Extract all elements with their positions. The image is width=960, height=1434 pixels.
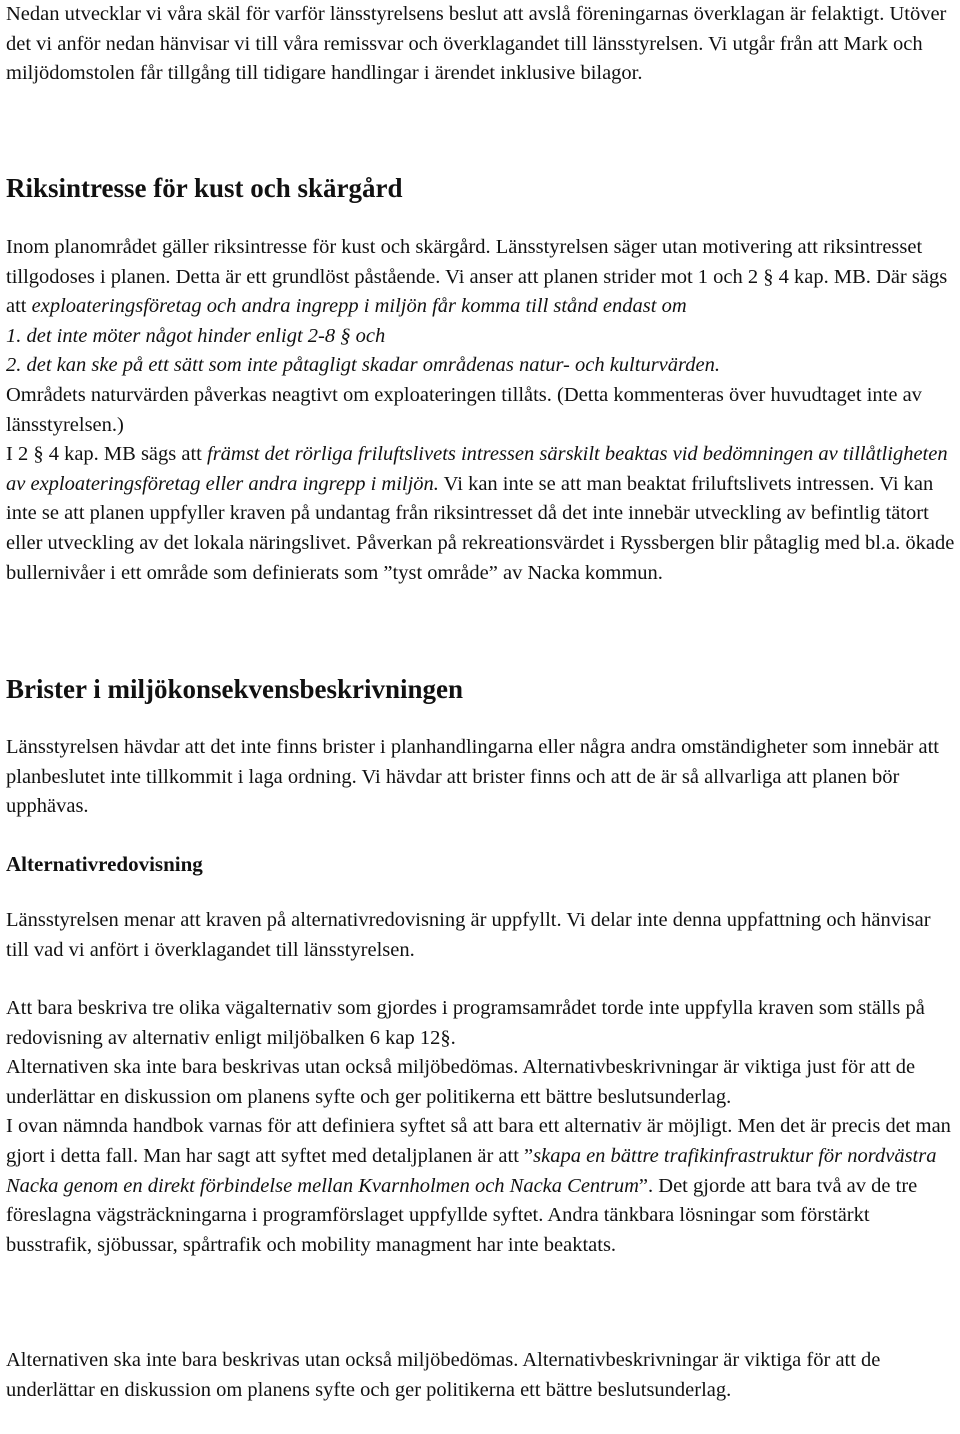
riksintresse-paragraph-1 <box>6 233 958 322</box>
alternativ-p4-end: ”. Det gjorde att bara två av de tre föreslagna vägsträckningarna i programförslaget uppfyllde syftet. Andra tänkbara lösningar som förstärkt busstrafik, sjöbussar, spårtrafik och mobility managment har inte beaktats. <box>6 1174 918 1256</box>
alternativ-paragraph-3: Alternativen ska inte bara beskrivas utan också miljöbedömas. Alternativbeskrivningar är viktiga just för att de underlättar en diskussion om planens syfte och ger politikerna ett bättre beslutsunderlag. <box>6 1056 916 1108</box>
intro-text: Nedan utvecklar vi våra skäl för varför länsstyrelsens beslut att avslå föreningarnas överklagan är felaktigt. Utöver det vi anför nedan hänvisar vi till våra remissvar och överklagandet till länsstyrelsen. Vi utgår från att Mark och miljödomstolen får tillgång till tidigare handlingar i ärendet inklusive bilagor. <box>6 3 947 85</box>
brister-paragraph-1: Länsstyrelsen hävdar att det inte finns brister i planhandlingarna eller några andra omständigheter som innebär att planbeslutet inte tillkommit i laga ordning. Vi hävdar att brister finns och att de är så allvarliga att planen bör upphävas. <box>6 736 940 818</box>
heading-alternativredovisning <box>6 850 958 878</box>
alternativ-paragraph-1-block <box>6 906 958 965</box>
alternativ-paragraph-4 <box>6 1112 958 1260</box>
riksintresse-p1-text: Inom planområdet gäller riksintresse för kust och skärgård. Länsstyrelsen säger utan motivering att riksintresset tillgodoses i planen. Detta är ett grundlöst påstående. Vi anser att planen strider mot 1 och 2 § 4 kap. MB. Där sägs att <box>6 236 948 318</box>
riksintresse-section <box>6 233 958 588</box>
riksintresse-item-1-text: 1. det inte möter något hinder enligt 2-8 § och <box>6 324 386 347</box>
riksintresse-item-1 <box>6 322 958 352</box>
riksintresse-p1-quote: exploateringsföretag och andra ingrepp i miljön får komma till stånd endast om <box>31 295 687 318</box>
brister-section <box>6 733 958 822</box>
heading-riksintresse <box>6 172 958 204</box>
heading-brister-text: Brister i miljökonsekvensbeskrivningen <box>6 674 464 704</box>
alternativ-paragraph-2: Att bara beskriva tre olika vägalternativ som gjordes i programsamrådet torde inte uppfylla kraven som ställs på redovisning av alternativ enligt miljöbalken 6 kap 12§. <box>6 997 925 1049</box>
alternativ-section <box>6 994 958 1260</box>
riksintresse-item-2 <box>6 351 958 381</box>
alternativ-paragraph-5-block <box>6 1346 958 1405</box>
heading-alternativredovisning-text: Alternativredovisning <box>6 852 203 876</box>
riksintresse-p3-quote: främst det rörliga friluftslivets intressen särskilt beaktas vid bedömningen av tillåtligheten av exploateringsföretag eller andra ingrepp i miljön. <box>6 443 948 495</box>
heading-brister <box>6 673 958 705</box>
alternativ-p4-quote: skapa en bättre trafikinfrastruktur för nordvästra Nacka genom en direkt förbindelse mellan Kvarnholmen och Nacka Centrum <box>6 1144 937 1197</box>
riksintresse-item-2-text: 2. det kan ske på ett sätt som inte påtagligt skadar områdenas natur- och kulturvärden. <box>6 354 720 377</box>
heading-riksintresse-text: Riksintresse för kust och skärgård <box>6 173 403 203</box>
riksintresse-paragraph-2: Områdets naturvärden påverkas neagtivt om exploateringen tillåts. (Detta kommenteras över huvudtaget inte av länsstyrelsen.) <box>6 383 922 436</box>
alternativ-paragraph-1: Länsstyrelsen menar att kraven på alternativredovisning är uppfyllt. Vi delar inte denna uppfattning och hänvisar till vad vi anfört i överklagandet till länsstyrelsen. <box>6 909 931 961</box>
alternativ-paragraph-5: Alternativen ska inte bara beskrivas utan också miljöbedömas. Alternativbeskrivningar är viktiga för att de underlättar en diskussion om planens syfte och ger politikerna ett bättre beslutsunderlag. <box>6 1349 881 1401</box>
riksintresse-paragraph-3 <box>6 440 958 588</box>
intro-paragraph <box>6 0 958 89</box>
riksintresse-p3-end: Vi kan inte se att man beaktat friluftslivets intressen. Vi kan inte se att planen uppfyller kraven på undantag från riksintresset då det inte innebär utveckling av befintlig tätort eller utveckling av det lokala näringslivet. Påverkan på rekreationsvärdet i Ryssbergen blir påtaglig med bl.a. ökade bullernivåer i ett område som definierats som ”tyst område” av Nacka kommun. <box>6 472 955 584</box>
alternativ-p4-start: I ovan nämnda handbok varnas för att definiera syftet så att bara ett alternativ är möjligt. Men det är precis det man gjort i detta fall. Man har sagt att syftet med detaljplanen är att ” <box>6 1115 951 1167</box>
riksintresse-p3-start: I 2 § 4 kap. MB sägs att <box>6 443 207 466</box>
